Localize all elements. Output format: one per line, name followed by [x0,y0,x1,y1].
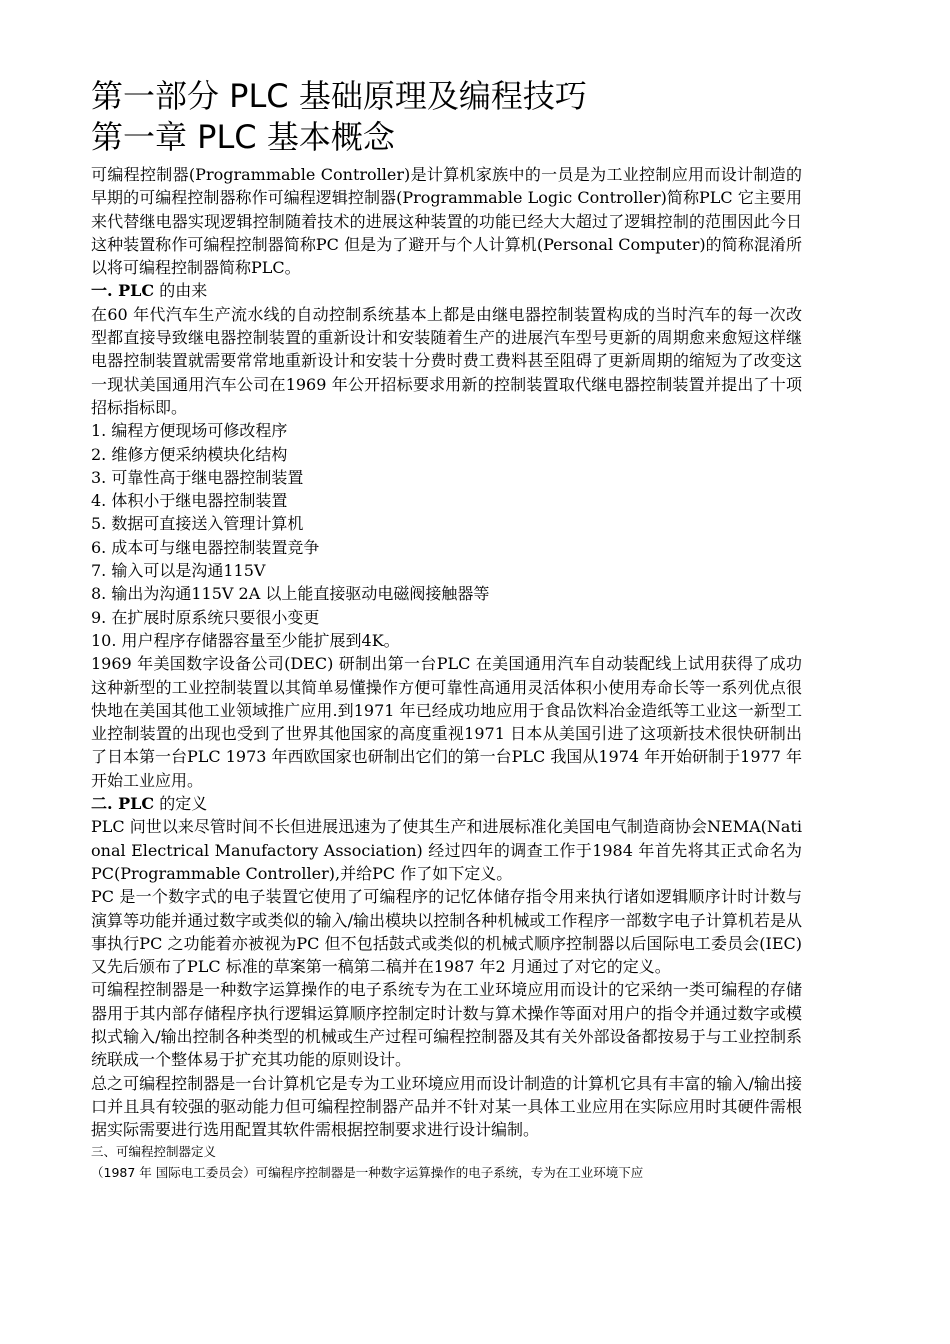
section-2-number: 二. PLC [91,794,155,814]
section-1-heading [91,279,802,302]
part-title: 第一部分 PLC 基础原理及编程技巧 [91,77,587,115]
list-item: 1. 编程方便现场可修改程序 [91,421,288,441]
chapter-title: 第一章 PLC 基本概念 [91,118,395,156]
section-1-title: 的由来 [154,281,208,301]
bid-requirements-list [91,419,802,652]
list-item: 3. 可靠性高于继电器控制装置 [91,467,304,487]
list-item: 6. 成本可与继电器控制装置竞争 [91,537,320,557]
list-item: 9. 在扩展时原系统只要很小变更 [91,607,320,627]
section-1-number: 一. PLC [91,281,155,301]
list-item: 5. 数据可直接送入管理计算机 [91,514,304,534]
list-item: 2. 维修方便采纳模块化结构 [91,444,288,464]
section-3-paragraph-1: （1987 年 国际电工委员会）可编程序控制器是一种数字运算操作的电子系统，专为在工业环境下应 [91,1165,644,1181]
section-2-paragraph-4: 总之可编程控制器是一台计算机它是专为工业环境应用而设计制造的计算机它具有丰富的输入/输出接口并且具有较强的驱动能力但可编程控制器产品并不针对某一具体工业应用在实际应用时其硬件需根据实际需要进行选用配置其软件需根据控制要求进行设计编制。 [91,1073,802,1140]
section-1-paragraph-1: 在60 年代汽车生产流水线的自动控制系统基本上都是由继电器控制装置构成的当时汽车的每一次改型都直接导致继电器控制装置的重新设计和安装随着生产的进展汽车型号更新的周期愈来愈短这样继电器控制装置就需要常常地重新设计和安装十分费时费工费料甚至阻碍了更新周期的缩短为了改变这一现状美国通用汽车公司在1969 年公开招标要求用新的控制装置取代继电器控制装置并提出了十项招标指标即。 [91,304,802,417]
section-2-title: 的定义 [154,794,208,814]
list-item: 4. 体积小于继电器控制装置 [91,491,288,511]
section-2-heading [91,792,802,815]
section-2-paragraph-1: PLC 问世以来尽管时间不长但进展迅速为了使其生产和进展标准化美国电气制造商协会NEMA(National Electrical Manufactory Association) 经过四年的调查工作于1984 年首先将其正式命名为PC(Programmable Controller),并给PC 作了如下定义。 [91,817,802,883]
section-3-heading: 三、可编程控制器定义 [91,1144,217,1160]
section-2-paragraph-3: 可编程控制器是一种数字运算操作的电子系统专为在工业环境应用而设计的它采纳一类可编程的存储器用于其内部存储程序执行逻辑运算顺序控制定时计数与算术操作等面对用户的指令并通过数字或模拟式输入/输出控制各种类型的机械或生产过程可编程控制器及其有关外部设备都按易于与工业控制系统联成一个整体易于扩充其功能的原则设计。 [91,980,802,1070]
intro-paragraph: 可编程控制器(Programmable Controller)是计算机家族中的一员是为工业控制应用而设计制造的早期的可编程控制器称作可编程逻辑控制器(Programmable Logic Controller)简称PLC 它主要用来代替继电器实现逻辑控制随着技术的进展这种装置的功能已经大大超过了逻辑控制的范围因此今日这种装置称作可编程控制器简称PC 但是为了避开与个人计算机(Personal Computer)的简称混淆所以将可编程控制器简称PLC。 [91,165,802,278]
list-item: 7. 输入可以是沟通115V [91,561,266,581]
list-item: 10. 用户程序存储器容量至少能扩展到4K。 [91,630,400,650]
section-1-paragraph-2: 1969 年美国数字设备公司(DEC) 研制出第一台PLC 在美国通用汽车自动装配线上试用获得了成功这种新型的工业控制装置以其简单易懂操作方便可靠性高通用灵活体积小使用寿命长等一系列优点很快地在美国其他工业领域推广应用.到1971 年已经成功地应用于食品饮料冶金造纸等工业这一新型工业控制装置的出现也受到了世界其他国家的高度重视1971 日本从美国引进了这项新技术很快研制出了日本第一台PLC 1973 年西欧国家也研制出它们的第一台PLC 我国从1974 年开始研制于1977 年开始工业应用。 [91,654,802,790]
section-2-paragraph-2: PC 是一个数字式的电子装置它使用了可编程序的记忆体储存指令用来执行诸如逻辑顺序计时计数与演算等功能并通过数字或类似的输入/输出模块以控制各种机械或工作程序一部数字电子计算机若是从事执行PC 之功能着亦被视为PC 但不包括鼓式或类似的机械式顺序控制器以后国际电工委员会(IEC)又先后颁布了PLC 标准的草案第一稿第二稿并在1987 年2 月通过了对它的定义。 [91,887,802,977]
list-item: 8. 输出为沟通115V 2A 以上能直接驱动电磁阀接触器等 [91,584,490,604]
